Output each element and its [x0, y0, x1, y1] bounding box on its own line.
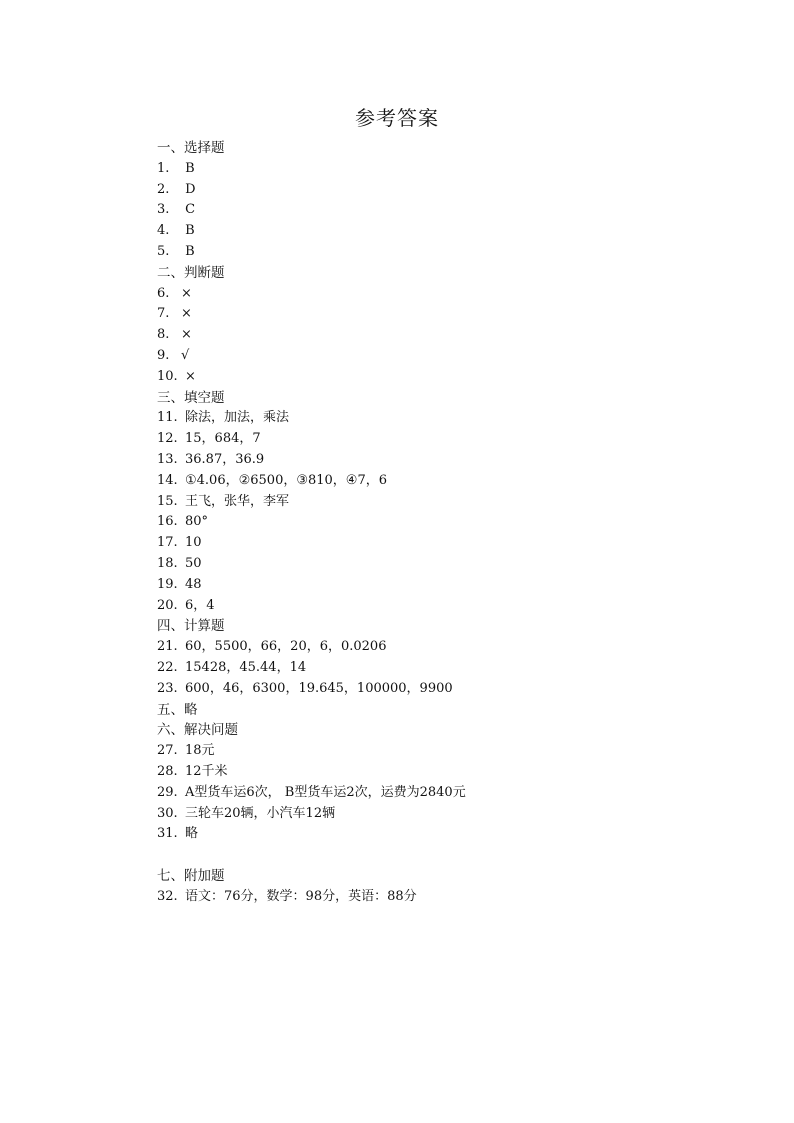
answer-item [157, 512, 717, 533]
item-number: 13. [157, 451, 178, 467]
answer-item [157, 783, 717, 804]
item-answer: B [185, 160, 195, 176]
answer-item [157, 637, 717, 658]
item-answer: 80° [185, 514, 209, 530]
item-answer: √ [181, 347, 190, 363]
section-heading-fill-blank: 三、填空题 [157, 389, 225, 406]
item-answer: 600，46，6300，19.645，100000，9900 [185, 680, 453, 696]
item-number: 18. [157, 555, 178, 571]
item-number: 20. [157, 597, 178, 613]
item-answer: × [185, 368, 196, 384]
page-title: 参考答案 [355, 106, 439, 130]
item-number: 15. [157, 493, 178, 509]
item-number: 8. [157, 327, 170, 343]
answer-item [157, 221, 717, 242]
section-heading-omitted: 五、略 [157, 701, 198, 718]
answer-item [157, 804, 717, 825]
item-answer: 王飞，张华，李军 [185, 493, 290, 509]
answer-item [157, 450, 717, 471]
answer-item [157, 159, 717, 180]
item-answer: 略 [185, 826, 199, 842]
item-answer: A型货车运6次， B型货车运2次，运费为2840元 [185, 784, 466, 800]
item-number: 4. [157, 223, 170, 239]
item-number: 31. [157, 826, 178, 842]
answer-item [157, 554, 717, 575]
item-number: 5. [157, 243, 170, 259]
item-answer: 60，5500，66，20，6，0.0206 [185, 639, 387, 655]
answer-item [157, 741, 717, 762]
answer-item [157, 367, 717, 388]
item-answer: × [181, 285, 192, 301]
item-number: 27. [157, 743, 178, 759]
answer-item [157, 408, 717, 429]
item-answer: × [181, 327, 192, 343]
item-number: 30. [157, 805, 178, 821]
answer-item [157, 284, 717, 305]
item-number: 14. [157, 472, 178, 488]
section-heading-judgement: 二、判断题 [157, 264, 225, 281]
answer-item [157, 533, 717, 554]
item-number: 22. [157, 659, 178, 675]
item-number: 19. [157, 576, 178, 592]
item-answer: × [181, 306, 192, 322]
item-answer: 6，4 [185, 597, 215, 613]
answer-item [157, 887, 717, 908]
answer-item [157, 325, 717, 346]
item-answer: B [185, 223, 195, 239]
answer-item [157, 346, 717, 367]
item-answer: 三轮车20辆，小汽车12辆 [185, 805, 336, 821]
item-answer: 15，684，7 [185, 431, 261, 447]
item-answer: 18元 [185, 743, 215, 759]
answer-content [157, 138, 717, 907]
section-heading-problem-solving: 六、解决问题 [157, 722, 238, 739]
answer-item [157, 575, 717, 596]
answer-item [157, 492, 717, 513]
item-number: 1. [157, 160, 170, 176]
answer-item [157, 242, 717, 263]
answer-item [157, 824, 717, 845]
answer-item [157, 200, 717, 221]
item-number: 6. [157, 285, 170, 301]
section-heading-choice: 一、选择题 [157, 140, 225, 156]
answer-item [157, 658, 717, 679]
item-number: 16. [157, 514, 178, 530]
item-answer: 语文：76分，数学：98分，英语：88分 [185, 888, 417, 904]
item-answer: 10 [185, 535, 202, 551]
section-heading-bonus: 七、附加题 [157, 867, 225, 884]
answer-item [157, 596, 717, 617]
item-number: 21. [157, 639, 178, 655]
section-spacer [157, 845, 717, 866]
item-answer: 50 [185, 555, 202, 571]
item-answer: 15428，45.44，14 [185, 659, 307, 675]
item-number: 32. [157, 888, 178, 904]
item-number: 10. [157, 368, 178, 384]
item-answer: 12千米 [185, 763, 228, 779]
answer-item [157, 471, 717, 492]
item-number: 11. [157, 410, 178, 426]
answer-item [157, 762, 717, 783]
item-answer: D [185, 181, 196, 197]
item-number: 23. [157, 680, 178, 696]
item-number: 2. [157, 181, 170, 197]
item-number: 29. [157, 784, 178, 800]
item-answer: C [185, 202, 196, 218]
answer-item [157, 679, 717, 700]
item-answer: ①4.06，②6500，③810，④7，6 [185, 472, 388, 488]
answer-item [157, 429, 717, 450]
section-heading-calculation: 四、计算题 [157, 618, 225, 635]
answer-item [157, 180, 717, 201]
item-number: 3. [157, 202, 170, 218]
item-answer: 36.87，36.9 [185, 451, 265, 467]
item-answer: B [185, 243, 195, 259]
item-answer: 除法，加法，乘法 [185, 410, 290, 426]
item-answer: 48 [185, 576, 202, 592]
item-number: 7. [157, 306, 170, 322]
answer-item [157, 304, 717, 325]
item-number: 9. [157, 347, 170, 363]
item-number: 28. [157, 763, 178, 779]
item-number: 12. [157, 431, 178, 447]
item-number: 17. [157, 535, 178, 551]
